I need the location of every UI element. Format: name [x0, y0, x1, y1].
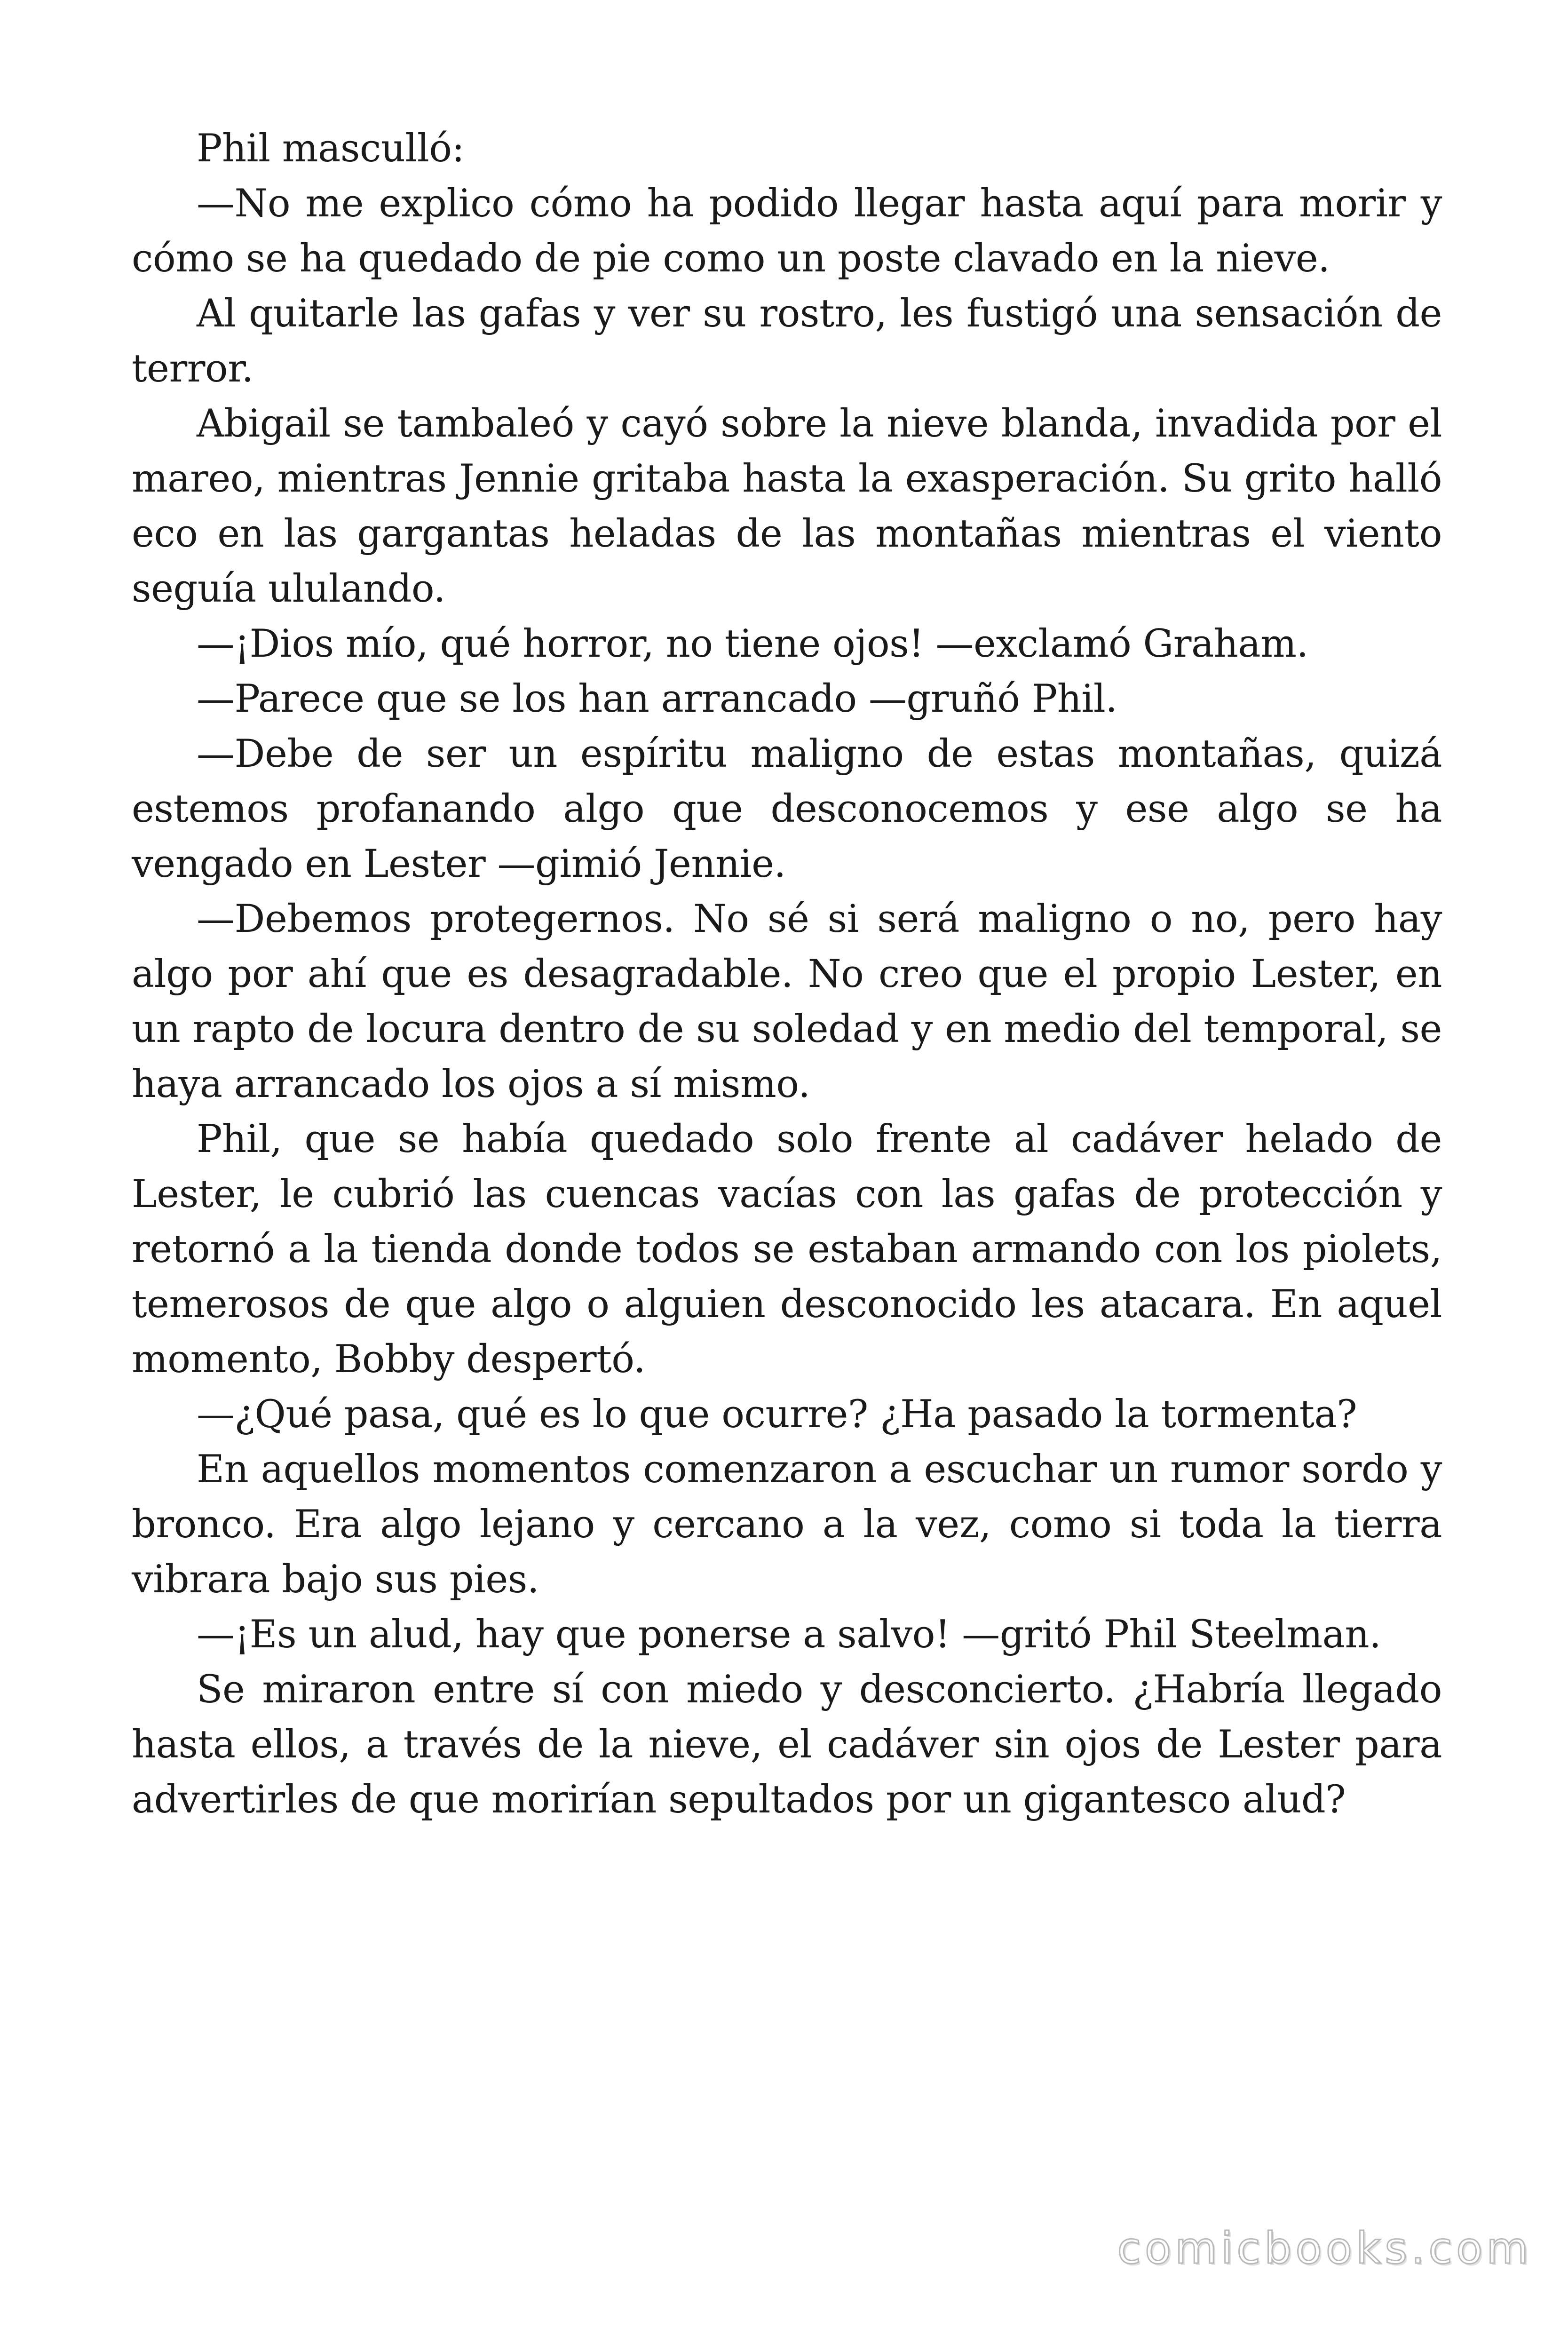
paragraph: —¿Qué pasa, qué es lo que ocurre? ¿Ha pasado la tormenta?	[197, 1392, 1357, 1437]
paragraph: —¡Es un alud, hay que ponerse a salvo! —gritó Phil Steelman.	[197, 1613, 1381, 1657]
paragraph: —Debemos protegernos. No sé si será maligno o no, pero hay algo por ahí que es desagradable. No creo que el propio Lester, en un rapto de locura dentro de su soledad y en medio del temporal, se haya arrancado los ojos a sí mismo.	[132, 897, 1442, 1106]
paragraph: Abigail se tambaleó y cayó sobre la nieve blanda, invadida por el mareo, mientras Jennie gritaba hasta la exasperación. Su grito halló eco en las gargantas heladas de las montañas mientras el viento seguía ululando.	[132, 402, 1442, 611]
paragraph: En aquellos momentos comenzaron a escuchar un rumor sordo y bronco. Era algo lejano y cercano a la vez, como si toda la tierra vibrara bajo sus pies.	[132, 1447, 1442, 1602]
paragraph: —¡Dios mío, qué horror, no tiene ojos! —exclamó Graham.	[197, 622, 1308, 666]
watermark: comicbooks.com	[1117, 2223, 1532, 2273]
paragraph: Phil, que se había quedado solo frente al cadáver helado de Lester, le cubrió las cuencas vacías con las gafas de protección y retornó a la tienda donde todos se estaban armando con los piolets, temerosos de que algo o alguien desconocido les atacara. En aquel momento, Bobby despertó.	[132, 1117, 1442, 1382]
paragraph: Phil masculló:	[197, 127, 465, 171]
paragraph: Se miraron entre sí con miedo y desconcierto. ¿Habría llegado hasta ellos, a través de la nieve, el cadáver sin ojos de Lester para advertirles de que morirían sepultados por un gigantesco alud?	[132, 1668, 1442, 1822]
body-text	[132, 121, 1442, 1828]
paragraph: Al quitarle las gafas y ver su rostro, les fustigó una sensación de terror.	[132, 292, 1442, 391]
paragraph: —Debe de ser un espíritu maligno de estas montañas, quizá estemos profanando algo que desconocemos y ese algo se ha vengado en Lester —gimió Jennie.	[132, 732, 1442, 886]
paragraph: —Parece que se los han arrancado —gruñó Phil.	[197, 677, 1117, 721]
paragraph: —No me explico cómo ha podido llegar hasta aquí para morir y cómo se ha quedado de pie como un poste clavado en la nieve.	[132, 182, 1442, 281]
